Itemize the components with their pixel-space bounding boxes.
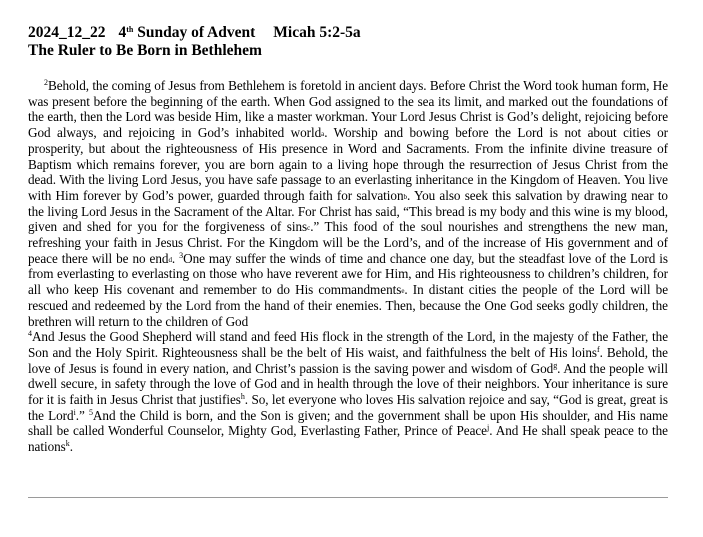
footnote-marker[interactable]: e: [401, 287, 405, 296]
verse-number: 4: [28, 329, 32, 339]
scripture-reference: Micah 5:2-5a: [273, 24, 361, 41]
bottom-divider: [28, 497, 668, 498]
footnote-marker[interactable]: f: [596, 344, 600, 354]
footnote-marker[interactable]: b: [403, 192, 407, 201]
footnote-marker[interactable]: g: [553, 360, 558, 370]
verse-number: 5: [88, 407, 93, 417]
footnote-marker[interactable]: a: [321, 130, 325, 139]
page-header: [28, 24, 668, 60]
header-line-1: [28, 24, 668, 42]
sermon-title: The Ruler to Be Born in Bethlehem: [28, 42, 262, 59]
sermon-page: [28, 24, 668, 468]
sermon-date: 2024_12_22: [28, 24, 106, 41]
occasion: 4th Sunday of Advent: [118, 24, 256, 41]
footnote-marker[interactable]: d: [168, 255, 172, 264]
footnote-marker[interactable]: i: [73, 407, 76, 417]
sermon-body: $^2$Behold, the coming of Jesus from Bethlehem is foretold in ancient days. Before Christ the Word took human form, He was present before the beginning of the earth. When God assigned to the sea its limit, and marked out the foundations of the earth, then the Lord was beside Him, like a master workman. Your Lord Jesus Christ is God’s delight, rejoicing before God always, and rejoicing in God’s inhabited worlda. Worship and bowing before the Lord is not about cities or prosperity, but about the righteousness of His presence in Word and Sacraments. From the infinite divine treasure of Baptism which remains forever, you are born again to a living hope through the resurrection of Jesus Christ from the dead. With the living Lord Jesus, you have safe passage to an everlasting inheritance in the Kingdom of Heaven. You live with Him forever by God’s power, guarded through faith for salvationb. You also seek this salvation by drawing near to the living Lord Jesus in the Sacrament of the Altar. For Christ has said, “This bread is my body and this wine is my blood, given and shed for you for the forgiveness of sinsc.” This food of the soul nourishes and strengthens the new man, refreshing your faith in Jesus Christ. For the Kingdom will be the Lord’s, and of the increase of His government and of peace there will be no endd. $^3$One may suffer the winds of time and chance one day, but the steadfast love of the Lord is from everlasting to everlasting on those who have reverent awe for Him, and His righteousness to children’s children, for all who keep His covenant and remember to do His commandmentse. In distant cities the people of the Lord will be rescued and redeemed by the Lord from the hand of their enemies. Then, because the One God seeks godly children, the brethren will return to the children of God $^4$And Jesus the Good Shepherd will stand and feed His flock in the strength of the Lord, in the majesty of the Father, the Son and the Holy Spirit. Righteousness shall be the belt of His waist, and faithfulness the belt of His loins$^f$. Behold, the love of Jesus is found in every nation, and Christ’s passion is the saving power and wisdom of God$^g$. And the people will dwell secure, in safety through the love of God and in health through the love of their neighbors. Your inheritance is sure for it is faith in Jesus Christ that justifies$^h$. So, let everyone who loves His salvation rejoice and say, “God is great, great is the Lord$^i$.” $^5$And the Child is born, and the Son is given; and the government shall be upon His shoulder, and His name shall be called Wonderful Counselor, Mighty God, Everlasting Father, Prince of Peace$^j$. And He shall speak peace to the nations$^k$.: [28, 78, 668, 455]
verse-number: 2: [44, 78, 48, 87]
footnote-marker[interactable]: c: [307, 224, 311, 233]
footnote-marker[interactable]: j: [487, 423, 490, 433]
verse-number: 3: [179, 250, 184, 260]
footnote-marker[interactable]: h: [240, 392, 245, 402]
footnote-marker[interactable]: k: [65, 439, 70, 449]
